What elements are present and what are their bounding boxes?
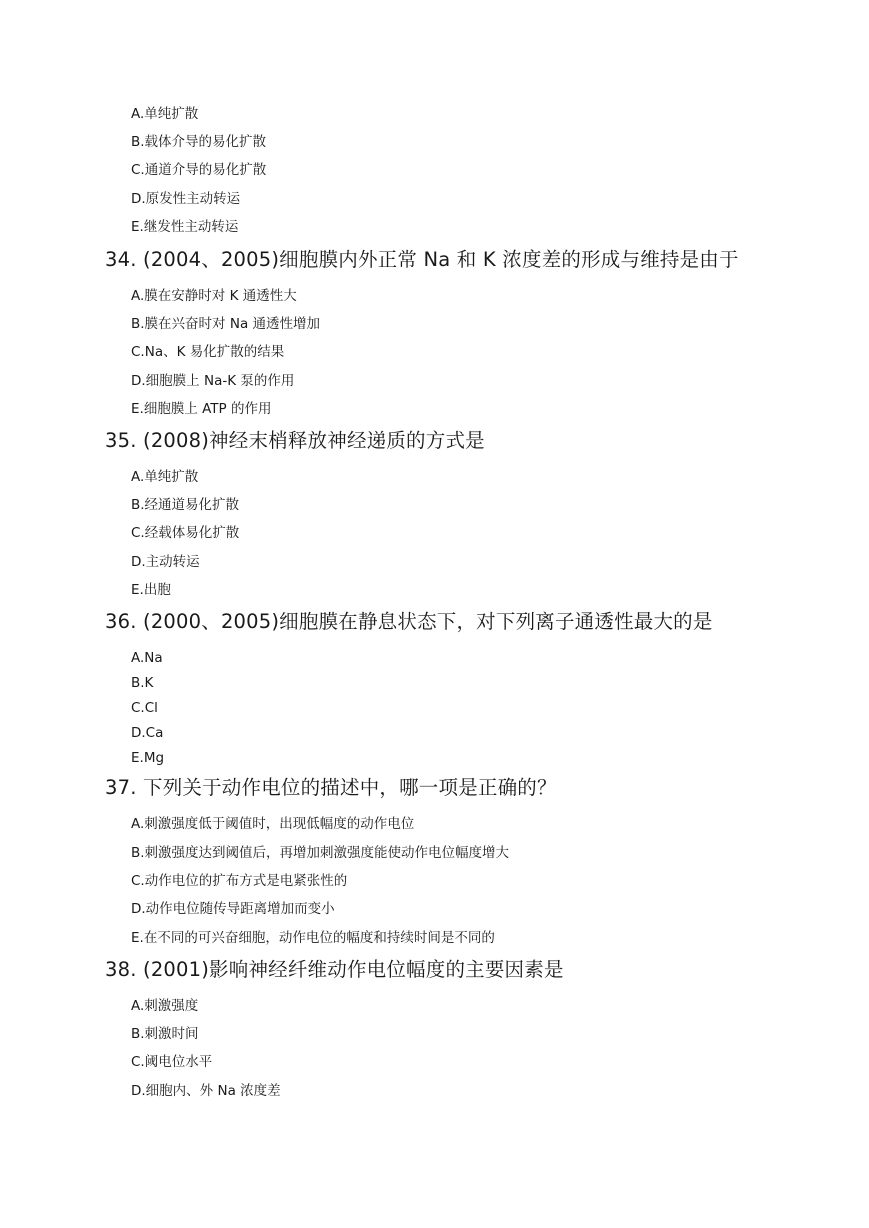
option-c: C.经载体易化扩散: [131, 525, 240, 541]
option-b: B.经通道易化扩散: [131, 497, 240, 513]
option-d: D.原发性主动转运: [131, 191, 241, 207]
option-b: B.刺激强度达到阈值后，再增加刺激强度能使动作电位幅度增大: [131, 845, 510, 861]
option-c: C.动作电位的扩布方式是电紧张性的: [131, 873, 348, 889]
option-e: E.出胞: [131, 582, 171, 598]
question-title: 35. (2008)神经末梢释放神经递质的方式是: [105, 429, 485, 452]
option-a: A.刺激强度低于阈值时，出现低幅度的动作电位: [131, 816, 415, 832]
question-title: 37. 下列关于动作电位的描述中，哪一项是正确的？: [105, 776, 557, 799]
option-d: D.细胞膜上 Na-K 泵的作用: [131, 373, 295, 389]
option-d: D.主动转运: [131, 554, 200, 570]
option-c: C.通道介导的易化扩散: [131, 162, 267, 178]
option-c: C.阈电位水平: [131, 1054, 213, 1070]
option-b: B.膜在兴奋时对 Na 通透性增加: [131, 316, 321, 332]
option-c: C.Cl: [131, 700, 158, 716]
option-a: A.刺激强度: [131, 998, 199, 1014]
option-a: A.Na: [131, 650, 163, 666]
option-e: E.细胞膜上 ATP 的作用: [131, 401, 272, 417]
option-a: A.单纯扩散: [131, 469, 199, 485]
option-d: D.细胞内、外 Na 浓度差: [131, 1083, 281, 1099]
option-d: D.Ca: [131, 725, 164, 741]
question-title: 34. (2004、2005)细胞膜内外正常 Na 和 K 浓度差的形成与维持是由于: [105, 248, 739, 271]
option-e: E.继发性主动转运: [131, 219, 239, 235]
option-b: B.刺激时间: [131, 1026, 199, 1042]
option-b: B.K: [131, 675, 154, 691]
option-e: E.Mg: [131, 750, 165, 766]
question-title: 36. (2000、2005)细胞膜在静息状态下，对下列离子通透性最大的是: [105, 610, 713, 633]
option-a: A.膜在安静时对 K 通透性大: [131, 288, 297, 304]
question-title: 38. (2001)影响神经纤维动作电位幅度的主要因素是: [105, 958, 564, 981]
option-a: A.单纯扩散: [131, 106, 199, 122]
option-e: E.在不同的可兴奋细胞，动作电位的幅度和持续时间是不同的: [131, 930, 495, 946]
option-b: B.载体介导的易化扩散: [131, 134, 267, 150]
option-d: D.动作电位随传导距离增加而变小: [131, 901, 335, 917]
option-c: C.Na、K 易化扩散的结果: [131, 344, 285, 360]
